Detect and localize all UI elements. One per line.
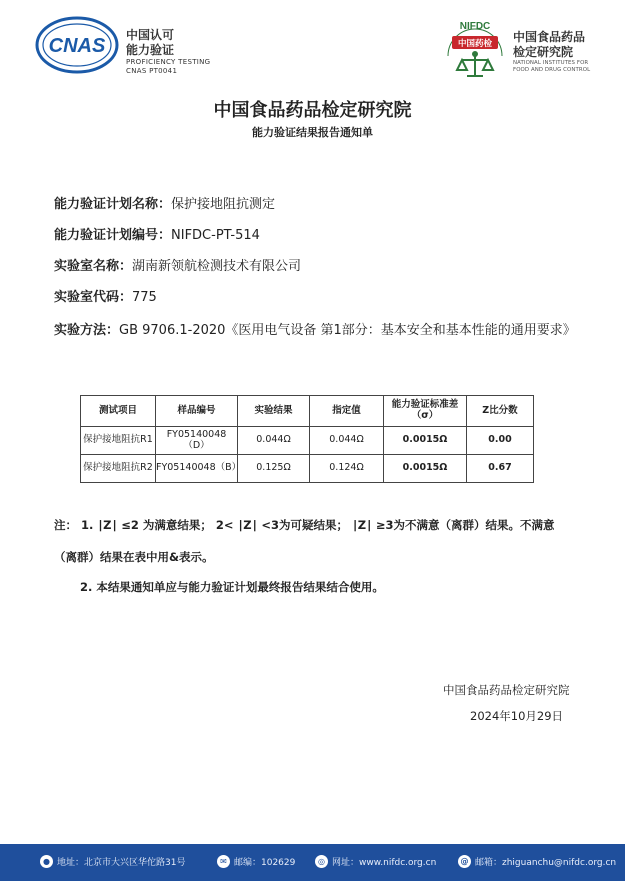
footer-bar	[0, 844, 625, 881]
cell-result: 0.044Ω	[238, 427, 310, 455]
nifdc-en-line1: NATIONAL INSTITUTES FOR	[513, 60, 589, 66]
nifdc-logo	[440, 16, 510, 86]
footer-postcode	[217, 855, 295, 868]
plan-name-row	[54, 193, 275, 212]
note-line-1: 注： 1. ∣Z∣ ≤2 为满意结果； 2< ∣Z∣ <3为可疑结果； ∣Z∣ ≥3为不满意（离群）结果。不满意	[54, 518, 555, 532]
page-title: 中国食品药品检定研究院	[213, 100, 412, 121]
cell-assigned-value: 0.124Ω	[310, 455, 384, 483]
cell-test-item: 保护接地阻抗R1	[81, 427, 156, 455]
cell-z-score: 0.00	[467, 427, 534, 455]
header-z-score: Z比分数	[467, 396, 534, 427]
lab-name-value: 湖南新领航检测技术有限公司	[132, 259, 302, 274]
method-row	[54, 318, 594, 343]
lab-code-row	[54, 286, 157, 305]
header-test-item: 测试项目	[81, 396, 156, 427]
cnas-logo	[35, 16, 119, 74]
header-result: 实验结果	[238, 396, 310, 427]
cnas-logo-text: CNAS	[48, 35, 106, 57]
table-header-row	[81, 396, 534, 427]
plan-name-value: 保护接地阻抗测定	[171, 197, 276, 212]
note-line-3: 2. 本结果通知单应与能力验证计划最终报告结果结合使用。	[80, 580, 384, 594]
table-row	[81, 455, 534, 483]
footer-address-text: 地址：北京市大兴区华佗路31号	[57, 858, 186, 868]
plan-code-row	[54, 224, 260, 243]
nifdc-cn-line2: 检定研究院	[513, 45, 574, 59]
cell-sigma: 0.0015Ω	[384, 427, 467, 455]
nifdc-label	[513, 30, 590, 74]
mail-icon: ✉	[217, 855, 230, 868]
header-assigned-value: 指定值	[310, 396, 384, 427]
footer-website-text[interactable]: 网址：www.nifdc.org.cn	[332, 858, 437, 868]
footer-postcode-text: 邮编：102629	[234, 858, 296, 868]
cell-z-score: 0.67	[467, 455, 534, 483]
signature-date: 2024年10月29日	[470, 709, 564, 723]
cell-test-item: 保护接地阻抗R2	[81, 455, 156, 483]
method-label: 实验方法：	[54, 323, 120, 338]
cell-sample-no: FY05140048（D）	[156, 427, 238, 455]
plan-name-label: 能力验证计划名称：	[54, 197, 172, 212]
footer-email[interactable]	[458, 855, 616, 868]
cell-assigned-value: 0.044Ω	[310, 427, 384, 455]
lab-name-label: 实验室名称：	[54, 259, 133, 274]
footer-address	[40, 855, 185, 868]
globe-icon: ◎	[315, 855, 328, 868]
cnas-en-line2: CNAS PT0041	[126, 66, 178, 75]
results-table	[80, 395, 534, 483]
plan-code-value: NIFDC-PT-514	[171, 228, 260, 243]
signature-org: 中国食品药品检定研究院	[443, 683, 570, 697]
header-sample-no: 样品编号	[156, 396, 238, 427]
nifdc-logo-badge: 中国药检	[457, 39, 493, 49]
lab-code-value: 775	[132, 290, 157, 305]
cell-sample-no: FY05140048（B）	[156, 455, 238, 483]
method-value: GB 9706.1-2020《医用电气设备 第1部分：基本安全和基本性能的通用要求》	[119, 323, 576, 338]
cell-sigma: 0.0015Ω	[384, 455, 467, 483]
page-subtitle: 能力验证结果报告通知单	[252, 126, 373, 139]
cnas-cn-line1: 中国认可	[126, 28, 175, 42]
nifdc-en-line2: FOOD AND DRUG CONTROL	[513, 66, 591, 73]
plan-code-label: 能力验证计划编号：	[54, 228, 172, 243]
cnas-label	[126, 28, 210, 76]
lab-name-row	[54, 255, 301, 274]
footer-email-text[interactable]: 邮箱：zhiguanchu@nifdc.org.cn	[475, 858, 617, 868]
note-line-2: （离群）结果在表中用&表示。	[54, 550, 214, 564]
location-pin-icon: ●	[40, 855, 53, 868]
header-sigma: 能力验证标准差（σ）	[384, 396, 467, 427]
nifdc-cn-line1: 中国食品药品	[513, 30, 586, 44]
lab-code-label: 实验室代码：	[54, 290, 133, 305]
table-row	[81, 427, 534, 455]
nifdc-logo-text: NIFDC	[459, 21, 491, 32]
cnas-cn-line2: 能力验证	[126, 43, 175, 57]
cell-result: 0.125Ω	[238, 455, 310, 483]
cnas-en-line1: PROFICIENCY TESTING	[126, 58, 211, 66]
footer-website[interactable]	[315, 855, 436, 868]
email-icon: @	[458, 855, 471, 868]
